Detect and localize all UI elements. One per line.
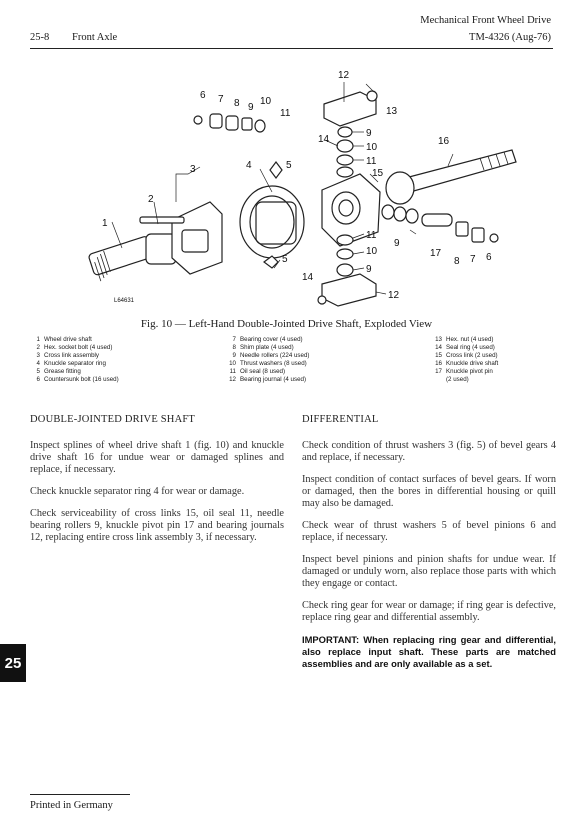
paragraph: Check serviceability of cross links 15, oil seal 11, needle bearing rollers 9, knuckle pivot pin 17 and bearing journals 12, replacing entire cross link assembly 3, if necessary.	[30, 508, 284, 543]
legend-item: 1 Wheel drive shaft	[36, 336, 92, 343]
callout-label: 17	[430, 248, 442, 259]
legend-item: 2 Hex. socket bolt (4 used)	[36, 344, 113, 351]
callout-label: 2	[148, 194, 154, 205]
section-heading: DIFFERENTIAL	[302, 414, 379, 425]
legend-item: (2 used)	[446, 376, 469, 383]
callout-label: 8	[234, 98, 240, 109]
callout-label: 9	[248, 102, 254, 113]
paragraph: Check knuckle separator ring 4 for wear or damage.	[30, 486, 245, 497]
legend-item: 9 Needle rollers (224 used)	[232, 352, 310, 359]
paragraph: Inspect condition of contact surfaces of bevel gears. If worn or damaged, then the bores in differential housing or quill may also be damaged.	[302, 474, 556, 509]
differential-section	[302, 414, 556, 680]
section-heading: DOUBLE-JOINTED DRIVE SHAFT	[30, 414, 196, 425]
legend-item: 16 Knuckle drive shaft	[435, 360, 499, 367]
callout-label: 9	[366, 264, 372, 275]
callout-label: 4	[246, 160, 252, 171]
legend-item: 14 Seal ring (4 used)	[435, 344, 495, 351]
manual-title: Mechanical Front Wheel Drive	[420, 15, 551, 26]
callout-label: 10	[366, 142, 378, 153]
callout-label: 6	[486, 252, 492, 263]
legend-column-1	[30, 336, 119, 384]
legend-column-2	[226, 336, 309, 384]
footer-text: Printed in Germany	[30, 800, 113, 811]
legend-item: 15 Cross link (2 used)	[435, 352, 498, 359]
callout-label: 11	[366, 230, 377, 241]
callout-label: 3	[190, 164, 196, 175]
exploded-view-illustration	[60, 62, 530, 314]
legend-item: 5 Grease fitting	[36, 368, 81, 375]
paragraph: Inspect bevel pinions and pinion shafts for undue wear. If damaged or unduly worn, also replace those parts with which they engage or contact.	[302, 554, 556, 589]
paragraph: Check wear of thrust washers 5 of bevel pinions 6 and replace, if necessary.	[302, 520, 556, 543]
page-reference: 25-8	[30, 32, 50, 43]
callout-label: 9	[366, 128, 372, 139]
section-name: Front Axle	[72, 32, 118, 43]
legend-item: 17 Knuckle pivot pin	[435, 368, 493, 375]
header-rule	[30, 48, 553, 49]
callout-label: 14	[302, 272, 314, 283]
callout-label: 12	[388, 290, 400, 301]
drive-shaft-section	[30, 414, 284, 554]
manual-number: TM-4326 (Aug-76)	[469, 32, 551, 43]
callout-label: 15	[372, 168, 384, 179]
legend-item: 10 Thrust washers (8 used)	[229, 360, 307, 367]
legend-item: 4 Knuckle separator ring	[36, 360, 106, 367]
paragraph: Inspect splines of wheel drive shaft 1 (fig. 10) and knuckle drive shaft 16 for undue wear or damaged splines and replace, if necessary.	[30, 440, 284, 475]
legend-item: 13 Hex. nut (4 used)	[435, 336, 494, 343]
legend-item: 12 Bearing journal (4 used)	[229, 376, 307, 383]
callout-label: 5	[282, 254, 288, 265]
callout-label: 14	[318, 134, 330, 145]
callout-label: 16	[438, 136, 450, 147]
callout-label: 7	[218, 94, 224, 105]
section-tab: 25	[0, 644, 26, 682]
callout-label: 9	[394, 238, 400, 249]
legend-item: 11 Oil seal (8 used)	[229, 368, 286, 375]
callout-label: 5	[286, 160, 292, 171]
figure-caption: Fig. 10 — Left-Hand Double-Jointed Drive Shaft, Exploded View	[140, 318, 433, 330]
important-notice: IMPORTANT: When replacing ring gear and differential, also replace input shaft. These parts are matched assemblies and are only available as a set.	[302, 634, 556, 669]
legend-item: 8 Shim plate (4 used)	[232, 344, 294, 351]
legend-column-3	[432, 336, 498, 384]
callout-label: 8	[454, 256, 460, 267]
callout-label: 12	[338, 70, 350, 81]
paragraph: Check ring gear for wear or damage; if ring gear is defective, replace ring gear and differential assembly.	[302, 600, 556, 623]
legend-item: 7 Bearing cover (4 used)	[232, 336, 303, 343]
callout-label: 6	[200, 90, 206, 101]
footer-rule	[30, 794, 130, 795]
callout-label: 1	[102, 218, 108, 229]
callout-label: 13	[386, 106, 398, 117]
callout-label: 7	[470, 254, 476, 265]
legend-item: 6 Countersunk bolt (16 used)	[36, 376, 119, 383]
callout-label: 10	[366, 246, 378, 257]
callout-label: 10	[260, 96, 272, 107]
image-code: L64631	[114, 298, 135, 304]
legend-item: 3 Cross link assembly	[36, 352, 100, 359]
paragraph: Check condition of thrust washers 3 (fig. 5) of bevel gears 4 and replace, if necessary.	[302, 440, 556, 463]
callout-label: 11	[280, 108, 291, 119]
callout-label: 11	[366, 156, 377, 167]
